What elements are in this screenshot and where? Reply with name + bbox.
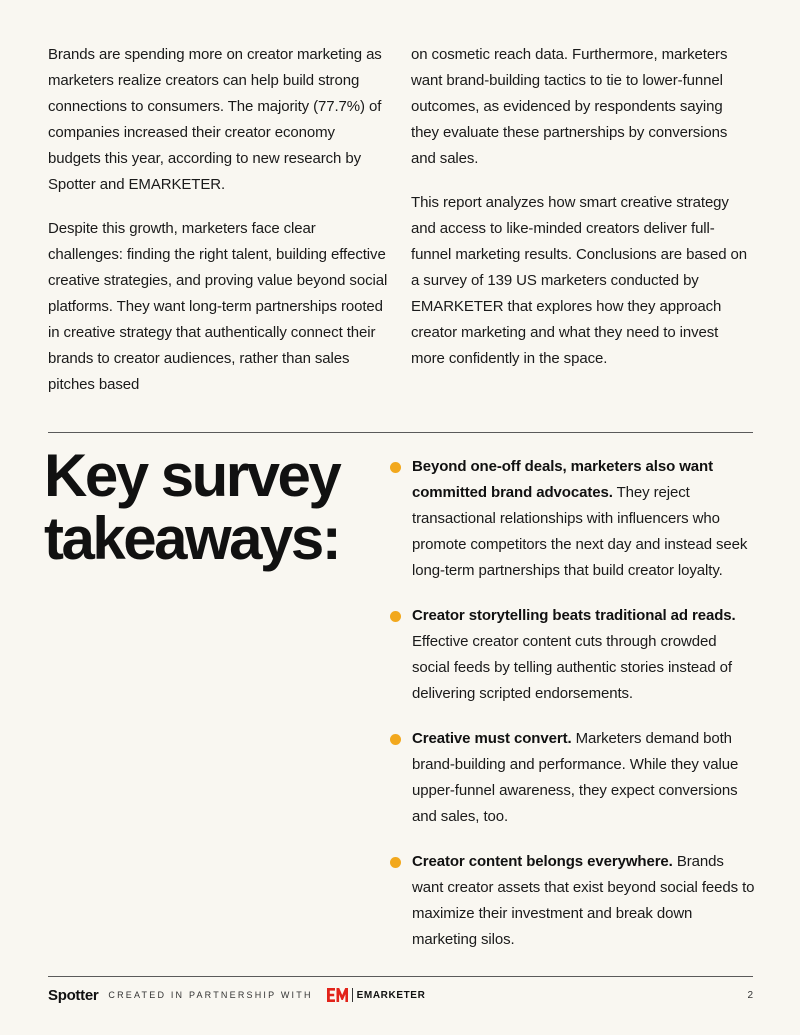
- bullet-dot-icon: [390, 611, 401, 622]
- page-number: 2: [747, 989, 753, 1001]
- logo-divider: [352, 988, 353, 1002]
- takeaway-lead: Creator storytelling beats traditional ad reads.: [412, 607, 736, 624]
- partnership-label: CREATED IN PARTNERSHIP WITH: [108, 990, 313, 1000]
- bullet-dot-icon: [390, 734, 401, 745]
- footer-divider: [48, 976, 753, 977]
- takeaways-heading-line: takeaways:: [44, 505, 340, 572]
- intro-paragraph: on cosmetic reach data. Furthermore, marketers want brand-building tactics to tie to lower-funnel outcomes, as evidenced by respondents saying they evaluate these partnerships by conversions and sales.: [411, 46, 728, 167]
- intro-left-column: [48, 42, 390, 398]
- takeaway-lead: Beyond one-off deals, marketers also want committed brand advocates.: [412, 458, 713, 501]
- intro-paragraph: Despite this growth, marketers face clear challenges: finding the right talent, building effective creative strategies, and proving value beyond social platforms. They want long-term partnerships rooted in creative strategy that authentically connect their brands to creator audiences, rather than sales pitches based: [48, 220, 388, 393]
- takeaway-item: [388, 726, 758, 830]
- spotter-logo: Spotter: [48, 986, 99, 1004]
- takeaway-item: [388, 849, 758, 953]
- intro-section: [48, 42, 753, 398]
- page-footer: [48, 984, 753, 1006]
- section-divider: [48, 432, 753, 433]
- intro-paragraph: Brands are spending more on creator marketing as marketers realize creators can help build strong connections to consumers. The majority (77.7%) of companies increased their creator economy budgets this year, according to new research by Spotter and EMARKETER.: [48, 46, 382, 193]
- takeaway-lead: Creative must convert.: [412, 730, 572, 747]
- takeaway-body: Brands want creator assets that exist beyond social feeds to maximize their investment and break down marketing silos.: [412, 853, 755, 948]
- emarketer-wordmark: EMARKETER: [356, 989, 426, 1001]
- intro-right-column: [411, 42, 753, 398]
- bullet-dot-icon: [390, 857, 401, 868]
- takeaway-body: They reject transactional relationships with influencers who promote competitors the next day and instead seek long-term partnerships that build creator loyalty.: [412, 484, 748, 579]
- takeaways-heading: [44, 444, 374, 570]
- takeaways-list: [388, 454, 758, 953]
- intro-paragraph: This report analyzes how smart creative strategy and access to like-minded creators deliver full-funnel marketing results. Conclusions are based on a survey of 139 US marketers conducted by EMARKETER that explores how they approach creator marketing and what they need to invest more confidently in the space.: [411, 194, 748, 367]
- takeaway-item: [388, 603, 758, 707]
- takeaways-heading-line: Key survey: [44, 442, 340, 509]
- em-logo-icon: [327, 988, 349, 1002]
- takeaway-body: Effective creator content cuts through crowded social feeds by telling authentic stories instead of delivering scripted endorsements.: [412, 633, 732, 702]
- bullet-dot-icon: [390, 462, 401, 473]
- takeaway-body: Marketers demand both brand-building and performance. While they value upper-funnel awareness, they expect conversions and sales, too.: [412, 730, 739, 825]
- takeaway-item: [388, 454, 758, 584]
- takeaway-lead: Creator content belongs everywhere.: [412, 853, 673, 870]
- emarketer-logo: [327, 988, 426, 1002]
